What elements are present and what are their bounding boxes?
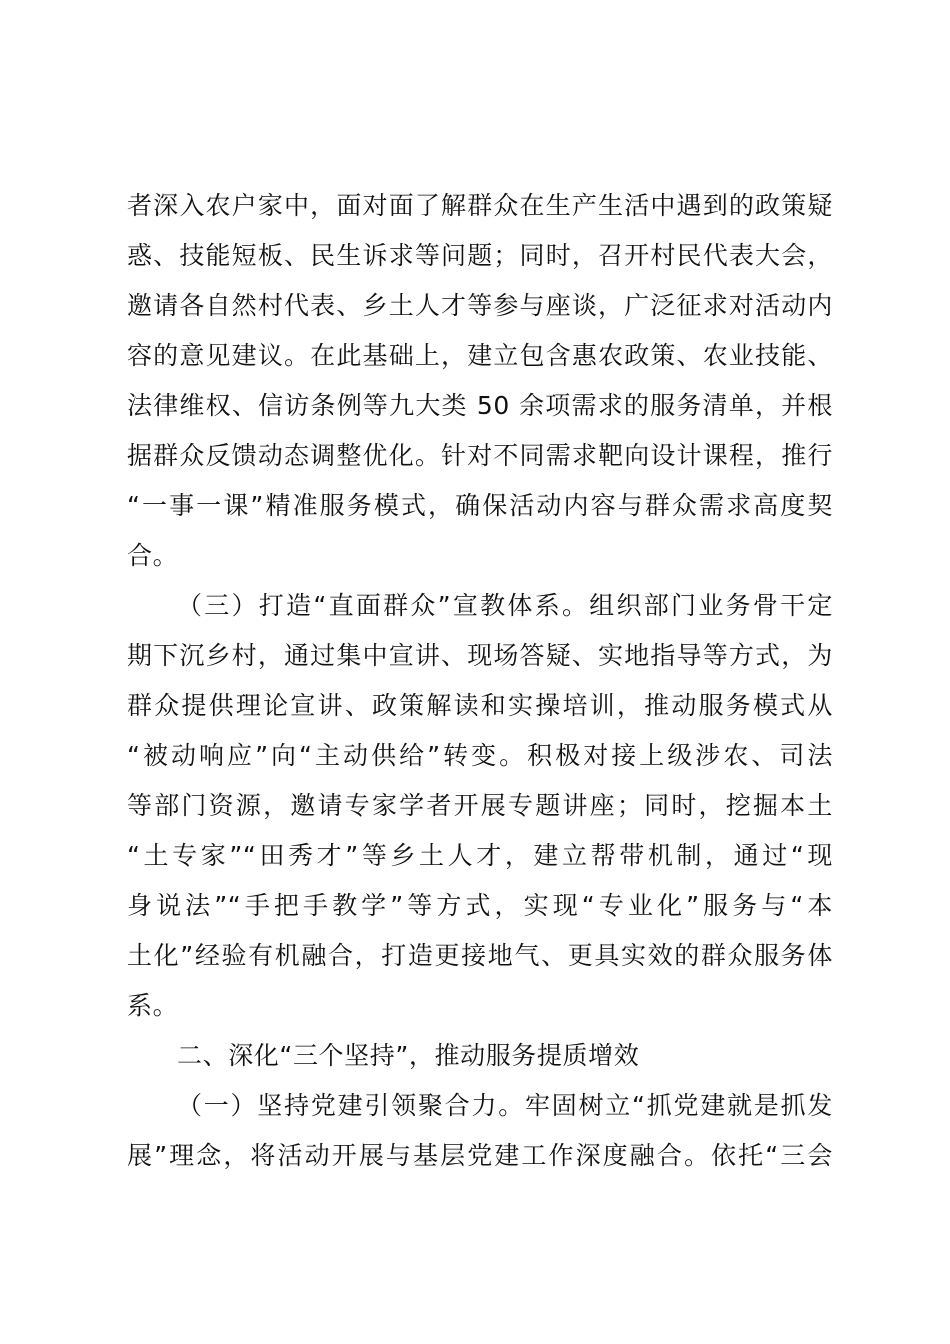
document-body xyxy=(127,181,833,1181)
text-line: “土专家”“田秀才”等乡土人才，建立帮带机制，通过“现 xyxy=(127,841,833,870)
text-line: 身说法”“手把手教学”等方式，实现“专业化”服务与“本 xyxy=(127,891,833,920)
text-line: 容的意见建议。在此基础上，建立包含惠农政策、农业技能、 xyxy=(127,341,833,370)
text-line: 邀请各自然村代表、乡土人才等参与座谈，广泛征求对活动内 xyxy=(127,291,833,320)
text-line: 群众提供理论宣讲、政策解读和实操培训，推动服务模式从 xyxy=(127,691,833,720)
text-line: 法律维权、信访条例等九大类 50 余项需求的服务清单，并根 xyxy=(127,391,833,420)
text-line: “被动响应”向“主动供给”转变。积极对接上级涉农、司法 xyxy=(127,741,833,770)
text-line: 等部门资源，邀请专家学者开展专题讲座；同时，挖掘本土 xyxy=(127,791,833,820)
text-line: （三）打造“直面群众”宣教体系。组织部门业务骨干定 xyxy=(177,591,833,620)
text-line: 展”理念，将活动开展与基层党建工作深度融合。依托“三会 xyxy=(127,1141,833,1170)
text-line: 据群众反馈动态调整优化。针对不同需求靶向设计课程，推行 xyxy=(127,441,833,470)
paragraph-needs-survey xyxy=(127,181,833,581)
text-line: 者深入农户家中，面对面了解群众在生产生活中遇到的政策疑 xyxy=(127,191,833,220)
text-line: “一事一课”精准服务模式，确保活动内容与群众需求高度契 xyxy=(127,491,833,520)
text-line: 期下沉乡村，通过集中宣讲、现场答疑、实地指导等方式，为 xyxy=(127,641,833,670)
text-line: 惑、技能短板、民生诉求等问题；同时，召开村民代表大会， xyxy=(127,241,833,270)
text-line: 土化”经验有机融合，打造更接地气、更具实效的群众服务体 xyxy=(127,941,833,970)
paragraph-party-building xyxy=(127,1081,833,1181)
text-line: 系。 xyxy=(127,991,179,1020)
text-line: （一）坚持党建引领聚合力。牢固树立“抓党建就是抓发 xyxy=(177,1091,833,1120)
section-heading: 二、深化“三个坚持”，推动服务提质增效 xyxy=(177,1041,640,1070)
paragraph-education-system xyxy=(127,581,833,1031)
text-line: 合。 xyxy=(127,541,179,570)
